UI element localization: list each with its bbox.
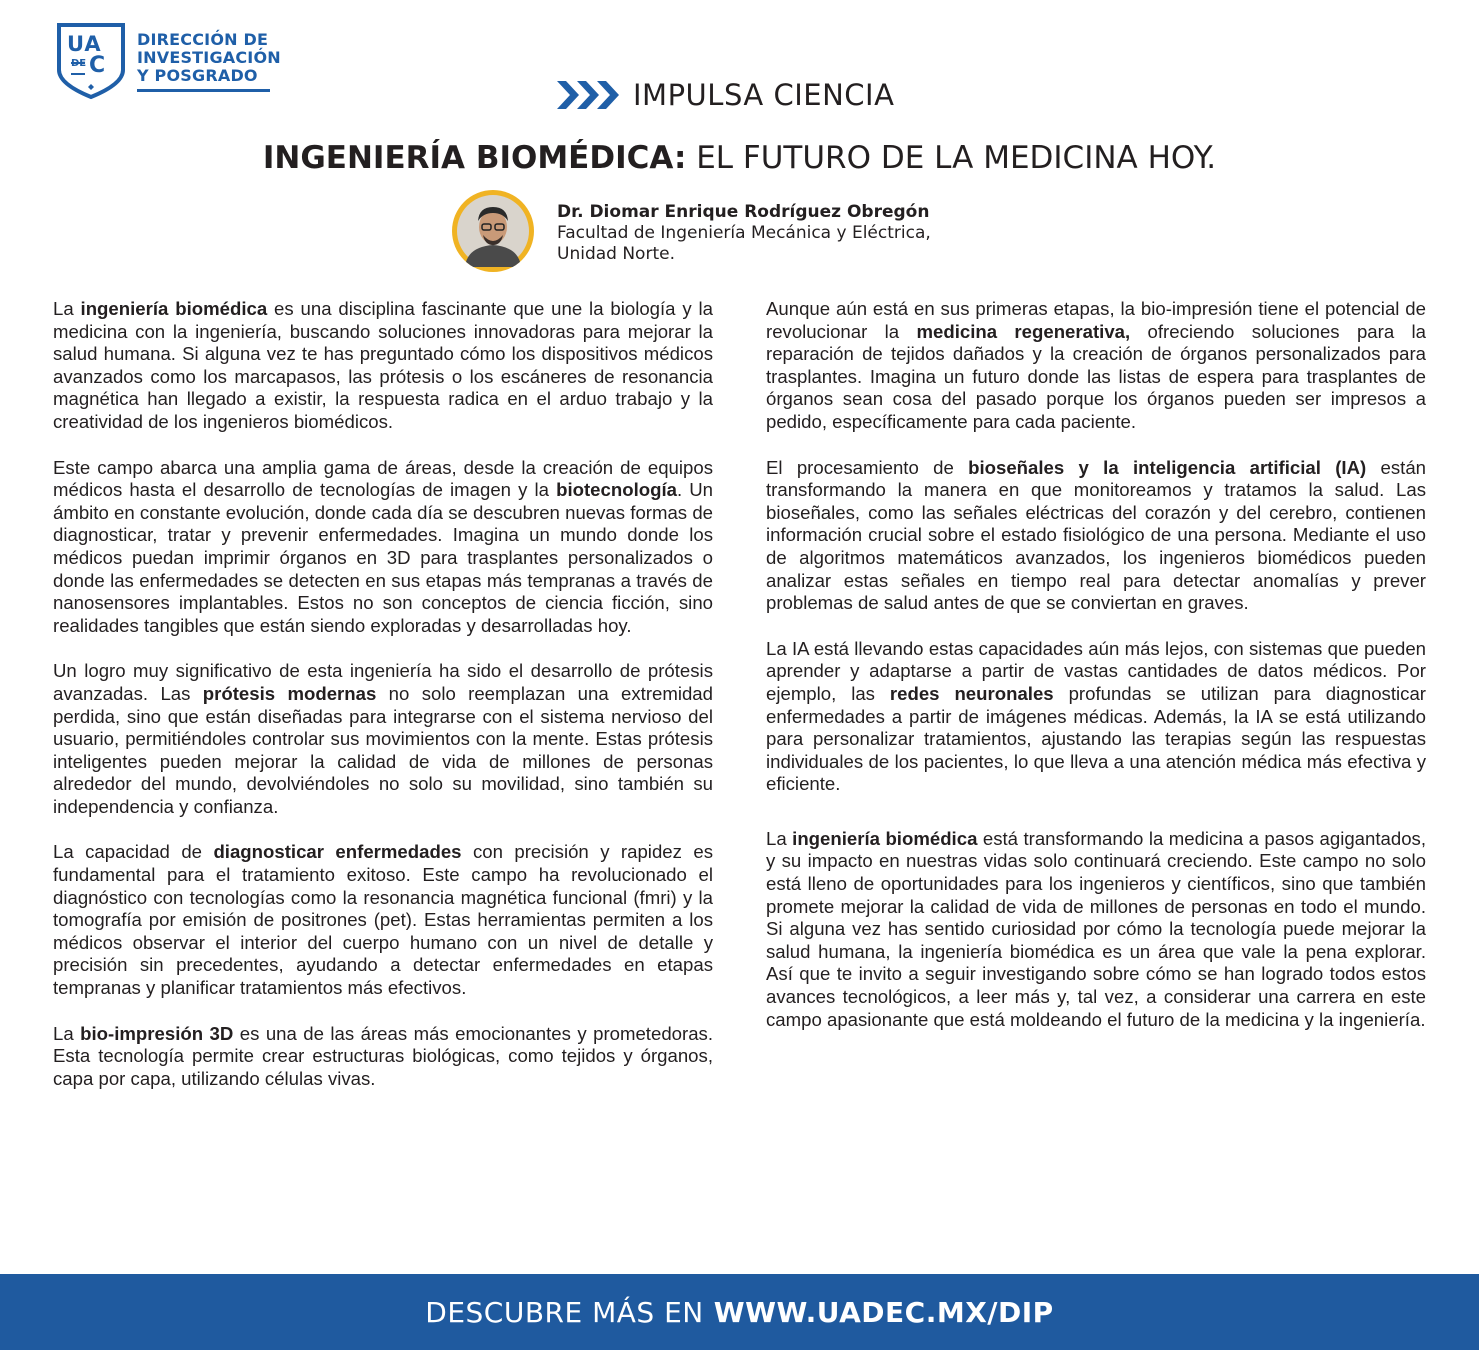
highlight-term: diagnosticar enfermedades [213,841,462,863]
text-run: La [53,1022,81,1044]
highlight-term: ingeniería biomédica [80,298,268,319]
text-run: Un logro muy significativo de esta ingeniería ha sido el desarrollo de prótesis avanzadas. Las [53,660,713,704]
logo-wordmark [137,31,281,85]
article-column-left [53,298,713,1113]
highlight-term: biotecnología [556,479,677,501]
highlight-term: redes neuronales [889,682,1054,704]
kicker-text: IMPULSA CIENCIA [633,78,895,112]
text-run: es una disciplina fascinante que une la biología y la medicina con la ingeniería, buscando soluciones innovadoras para mejorar la salud humana. Si alguna vez te has preguntado cómo los dispositivos médicos avanzados como los marcapasos, las prótesis o los escáneres de resonancia magnética han llegado a existir, la respuesta radica en el arduo trabajo y la creatividad de los ingenieros biomédicos. [53,298,713,432]
text-run: están transformando la manera en que monitoreamos y tratamos la salud. Las bioseñales, como las señales eléctricas del corazón y del cerebro, contienen información crucial sobre el estado fisiológico de una persona. Mediante el uso de algoritmos matemáticos avanzados, los ingenieros biomédicos pueden analizar estas señales en tiempo real para detectar anomalías y prever problemas de salud antes de que se conviertan en graves. [766,456,1426,614]
text-run: La [53,298,81,319]
paragraph [53,660,713,818]
paragraph [53,298,713,434]
article-column-right [766,298,1426,1054]
highlight-term: bioseñales y la inteligencia artificial (IA) [968,456,1367,478]
paragraph [766,298,1426,434]
triple-chevron-icon [555,78,623,112]
paragraph [53,841,713,999]
paragraph [766,457,1426,615]
text-run: con precisión y rapidez es fundamental para el tratamiento exitoso. Este campo ha revolucionado el diagnóstico con tecnologías como la resonancia magnética funcional (fmri) y la tomografía por emisión de positrones (pet). Estas herramientas permiten a los médicos observar el interior del cuerpo humano con un nivel de detalle y precisión sin precedentes, ayudando a detectar enfermedades en etapas tempranas y planificar tratamientos más efectivos. [53,841,713,999]
text-run: ofreciendo soluciones para la reparación de tejidos dañados y la creación de órganos personalizados para trasplantes. Imagina un futuro donde las listas de espera para trasplantes de órganos sean cosa del pasado porque los órganos pueden ser impresos a pedido, específicamente para cada paciente. [766,320,1426,432]
logo-line-2: INVESTIGACIÓN [137,48,281,67]
logo-line-1: DIRECCIÓN DE [137,30,269,49]
author-name: Dr. Diomar Enrique Rodríguez Obregón [557,202,930,222]
highlight-term: prótesis modernas [202,682,377,704]
author-info [557,202,931,265]
author-portrait-icon [457,195,529,267]
text-run: El procesamiento de [766,456,969,478]
paragraph [766,638,1426,796]
headline-strong: INGENIERÍA BIOMÉDICA: [262,140,687,176]
text-run: La [766,827,793,849]
text-run: La IA está llevando estas capacidades aún más lejos, con sistemas que pueden aprender y adaptarse a partir de vastas cantidades de datos médicos. Por ejemplo, las [766,637,1426,704]
text-run: está transformando la medicina a pasos agigantados, y su impacto en nuestras vidas solo continuará creciendo. Este campo no solo está lleno de oportunidades para los ingenieros y científicos, sino que también promete mejorar la calidad de vida de millones de personas en todo el mundo. Si alguna vez has sentido curiosidad por cómo la tecnología puede mejorar la salud humana, la ingeniería biomédica es un área que vale la pena explorar. Así que te invito a seguir investigando sobre cómo se han logrado todos estos avances tecnológicos, a leer más y, tal vez, a considerar una carrera en este campo apasionante que está moldeando el futuro de la medicina y la ingeniería. [766,827,1426,1030]
logo-underline [137,89,270,92]
highlight-term: medicina regenerativa, [916,320,1131,342]
text-run: Este campo abarca una amplia gama de áreas, desde la creación de equipos médicos hasta el desarrollo de tecnologías de imagen y la [53,456,713,501]
logo-line-3: Y POSGRADO [137,66,258,85]
logo-de: DE [71,58,87,69]
logo-c: C [89,53,106,78]
headline-rest: EL FUTURO DE LA MEDICINA HOY. [696,140,1217,176]
text-run: . Un ámbito en constante evolución, donde cada día se descubren nuevas formas de diagnosticar, tratar y prevenir enfermedades. Imagina un mundo donde los médicos puedan imprimir órganos en 3D para trasplantes personalizados o donde las enfermedades se detecten en sus etapas más tempranas a través de nanosensores implantables. Estos no son conceptos de ciencia ficción, sino realidades tangibles que están siendo exploradas y desarrolladas hoy. [53,479,713,636]
institution-logo [55,22,295,102]
author-affiliation-1: Facultad de Ingeniería Mecánica y Eléctrica, [557,223,931,243]
author-photo [452,190,534,272]
section-kicker [555,75,894,115]
article-headline [0,140,1479,176]
text-run: profundas se utilizan para diagnosticar enfermedades a partir de imágenes médicas. Además, la IA se está utilizando para personalizar tratamientos, ajustando las terapias según las respuestas individuales de los pacientes, lo que lleva a una atención médica más efectiva y eficiente. [766,682,1426,795]
author-affiliation-2: Unidad Norte. [557,244,675,264]
footer-url-link[interactable]: WWW.UADEC.MX/DIP [713,1295,1054,1329]
paragraph [53,1023,713,1091]
paragraph [53,457,713,638]
paragraph [766,828,1426,1031]
footer-banner [0,1274,1479,1350]
text-run: no solo reemplazan una extremidad perdida, sino que están diseñadas para integrarse con el sistema nervioso del usuario, permitiéndoles controlar sus movimientos con la mente. Estas prótesis inteligentes pueden mejorar la calidad de vida de millones de personas alrededor del mundo, devolviéndoles no solo su movilidad, sino también su independencia y confianza. [53,682,713,817]
highlight-term: bio-impresión 3D [80,1022,234,1044]
text-run: es una de las áreas más emocionantes y prometedoras. Esta tecnología permite crear estructuras biológicas, como tejidos y órganos, capa por capa, utilizando células vivas. [53,1022,713,1089]
shield-icon [55,22,127,100]
footer-prefix: DESCUBRE MÁS EN [425,1295,704,1329]
logo-ua: UA [67,32,102,56]
text-run: La capacidad de [53,841,214,863]
highlight-term: ingeniería biomédica [792,827,978,849]
text-run: Aunque aún está en sus primeras etapas, la bio-impresión tiene el potencial de revolucionar la [766,298,1426,342]
